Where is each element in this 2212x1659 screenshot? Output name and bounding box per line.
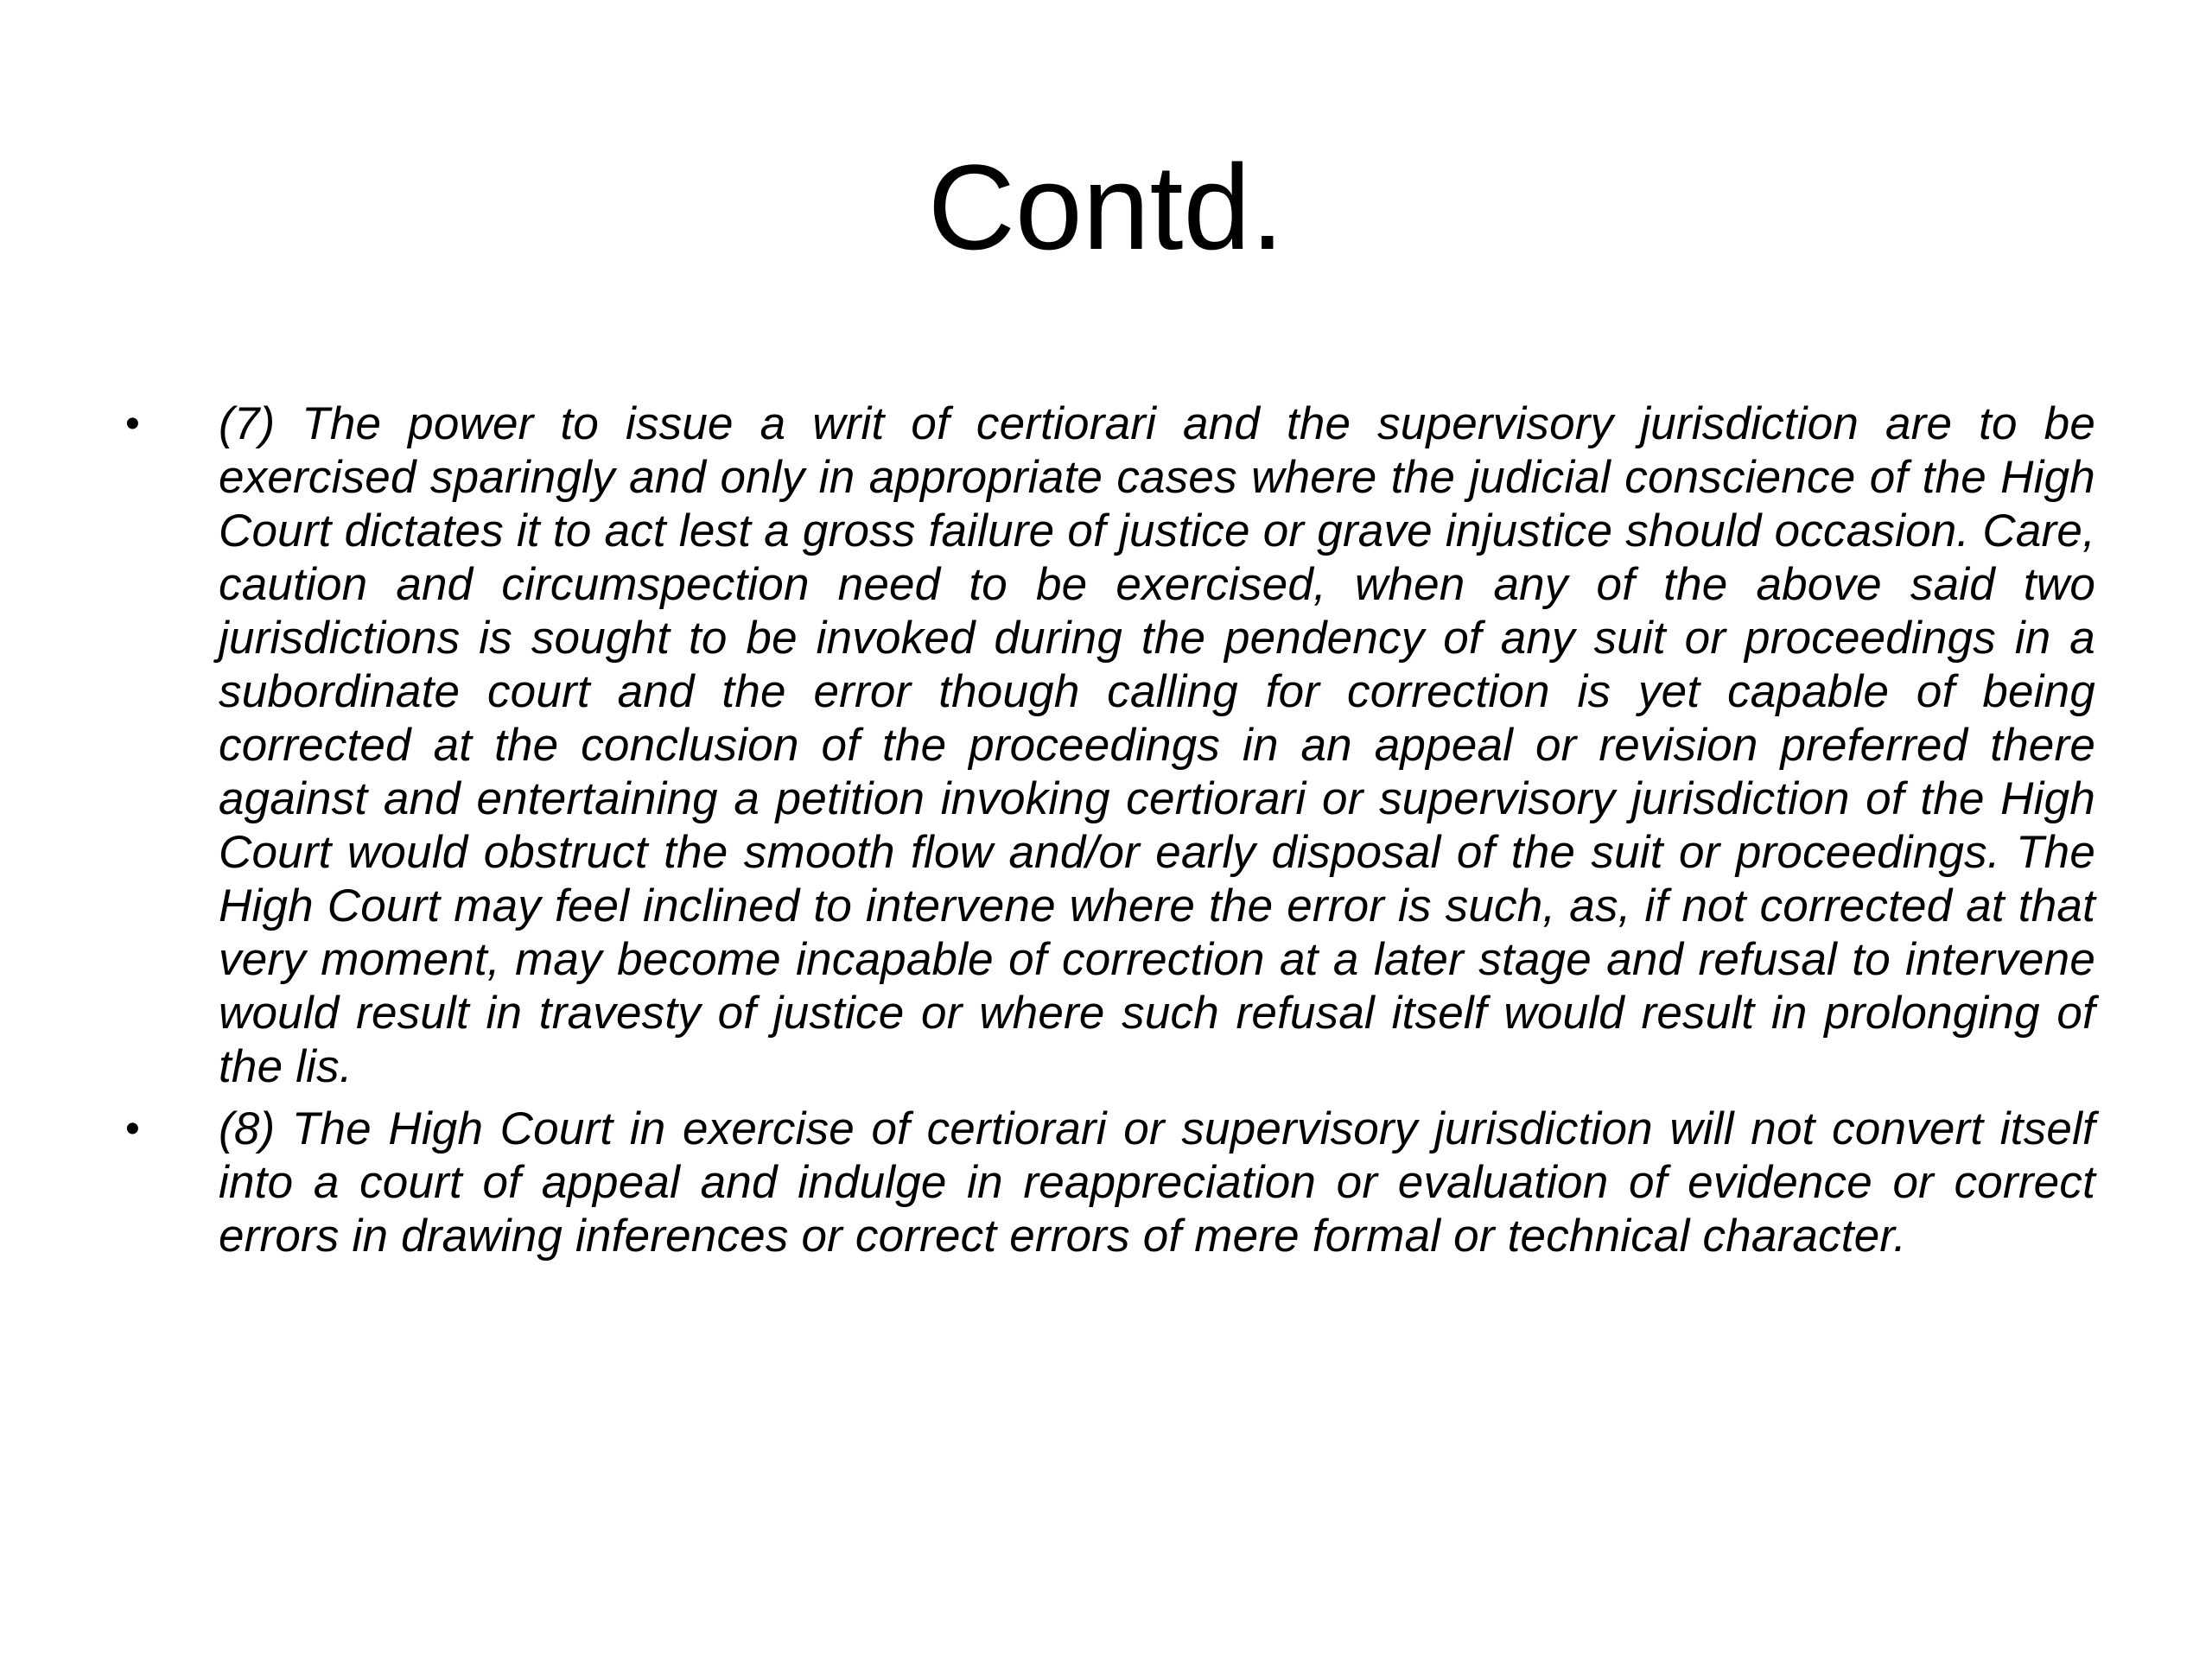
bullet-number: (8) <box>219 1103 276 1154</box>
bullet-body: The power to issue a writ of certiorari and the supervisory jurisdiction are to be exercised sparingly and only in appropriate cases where the judicial conscience of the High Court dictates it to act lest a gross failure of justice or grave injustice should occasion. Care, caution and circumspection need to be exercised, when any of the above said two jurisdictions is sought to be invoked during the pendency of any suit or proceedings in a subordinate court and the error though calling for correction is yet capable of being corrected at the conclusion of the proceedings in an appeal or revision preferred there against and entertaining a petition invoking certiorari or supervisory jurisdiction of the High Court would obstruct the smooth flow and/or early disposal of the suit or proceedings. The High Court may feel inclined to intervene where the error is such, as, if not corrected at that very moment, may become incapable of correction at a later stage and refusal to intervene would result in travesty of justice or where such refusal itself would result in prolonging of the lis. <box>219 398 2095 1092</box>
bullet-text <box>219 397 2095 1094</box>
bullet-list <box>125 397 2095 1272</box>
bullet-body: The High Court in exercise of certiorari or supervisory jurisdiction will not convert itself into a court of appeal and indulge in reappreciation or evaluation of evidence or correct errors in drawing inferences or correct errors of mere formal or technical character. <box>219 1103 2095 1262</box>
bullet-text <box>219 1103 2095 1263</box>
bullet-number: (7) <box>219 398 276 449</box>
slide-title: Contd. <box>927 139 1285 275</box>
bullet-marker: • <box>125 1106 140 1152</box>
bullet-item-7 <box>125 397 2095 1094</box>
bullet-item-8 <box>125 1103 2095 1263</box>
bullet-marker: • <box>125 401 140 447</box>
